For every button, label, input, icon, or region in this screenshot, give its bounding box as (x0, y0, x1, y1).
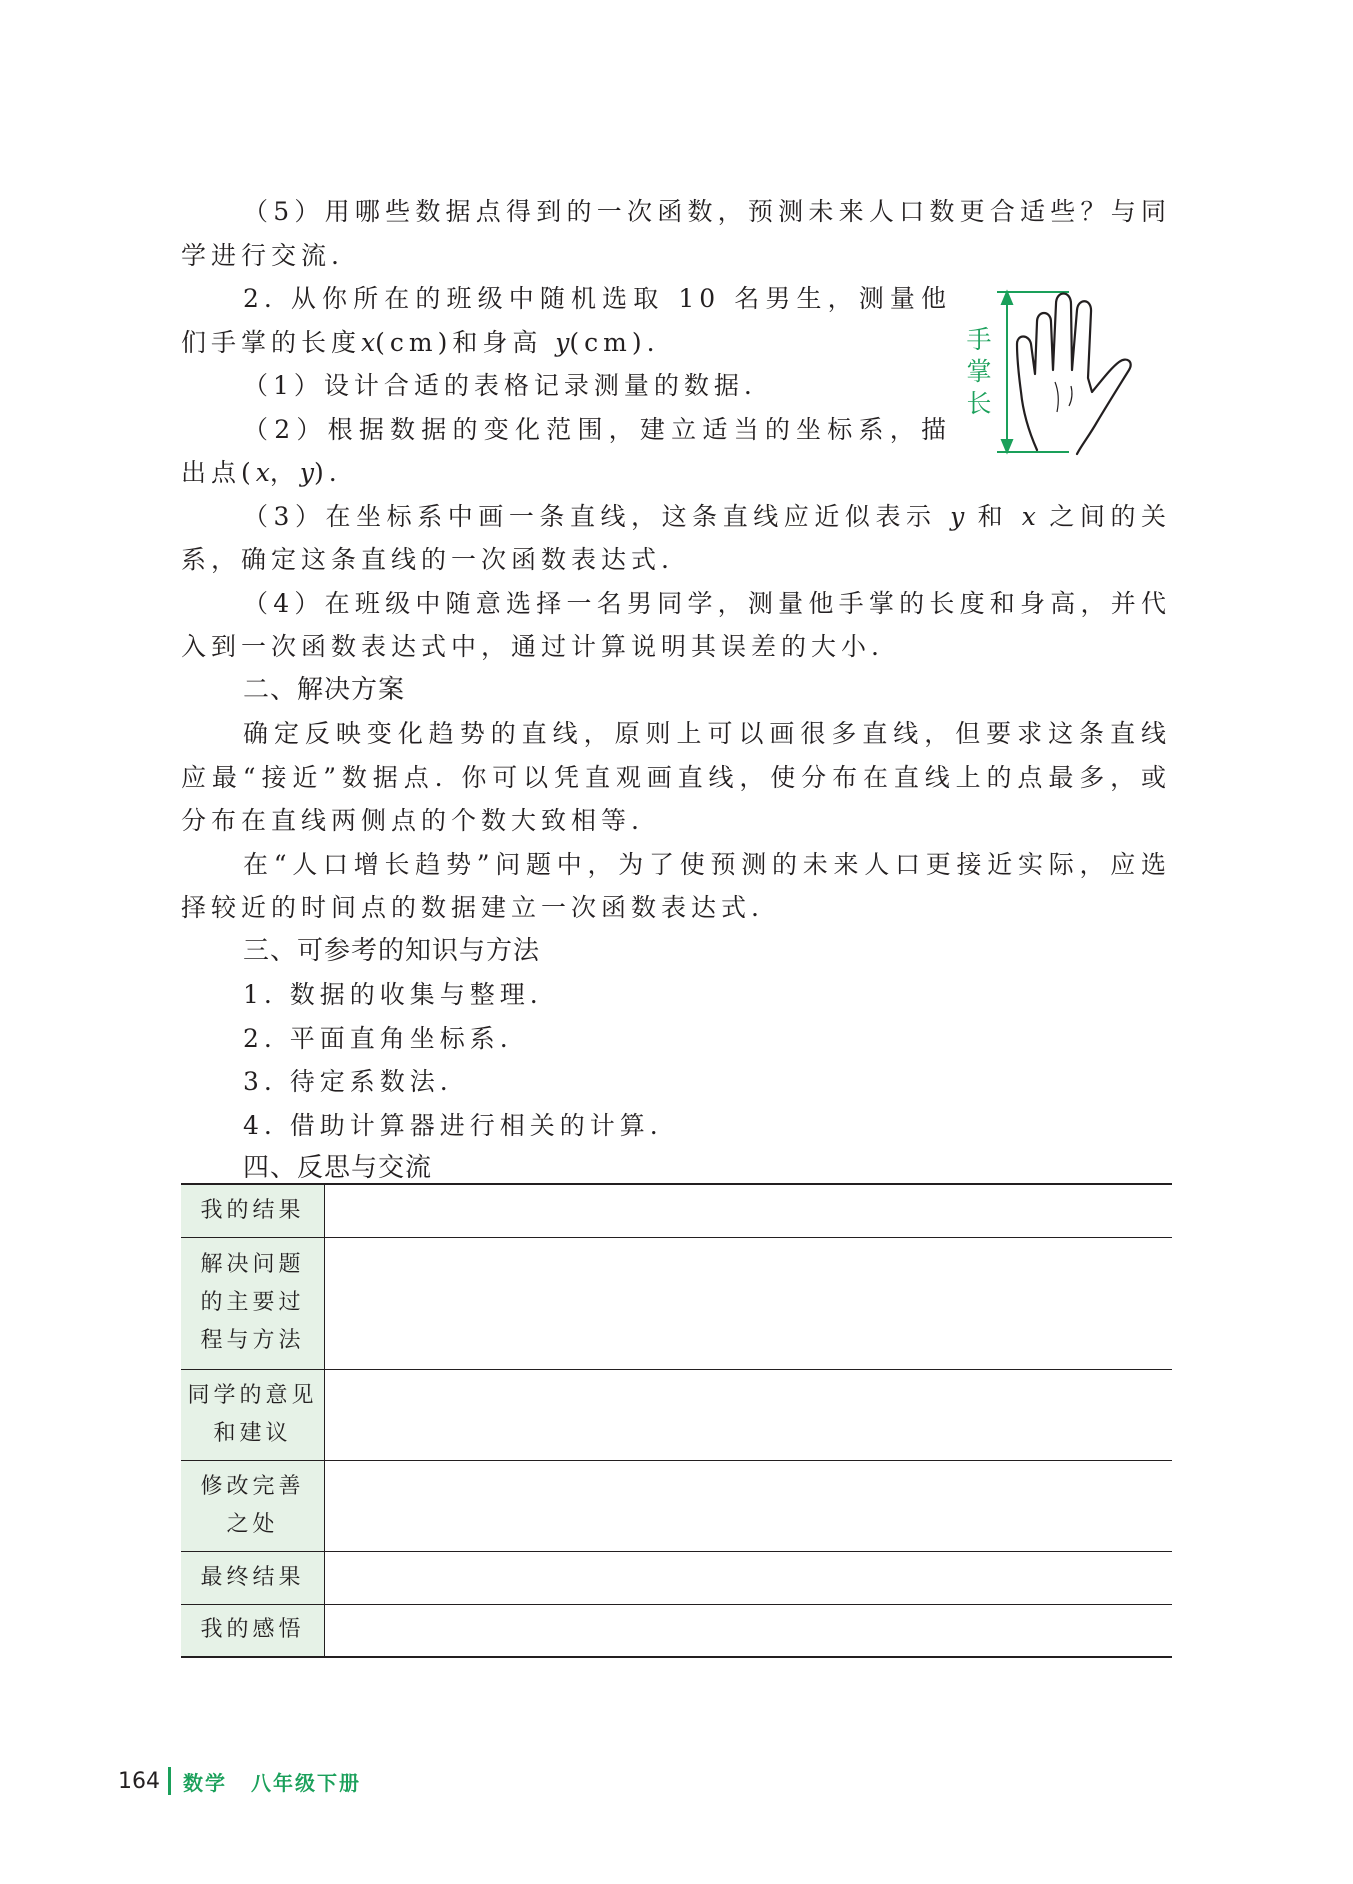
reflection-table (181, 1183, 1172, 1658)
knowledge-item: 2. 平面直角坐标系. (243, 1023, 513, 1053)
page-footer (118, 1764, 361, 1798)
answer-cell[interactable] (325, 1184, 1173, 1237)
knowledge-item: 1. 数据的收集与整理. (243, 980, 543, 1009)
page-number: 164 (118, 1768, 160, 1794)
table-row (181, 1460, 1172, 1551)
section-heading-knowledge: 三、可参考的知识与方法 (243, 935, 541, 966)
question-2-part-1: （1）设计合适的表格记录测量的数据. (243, 371, 757, 400)
var-y: y (950, 501, 965, 531)
hand-length-label: 手 掌 长 (966, 325, 992, 418)
question-2-part-3-text-c: 之间的关系，确定这条直线的一次函数表达式. (181, 501, 1171, 574)
section-heading-reflection: 四、反思与交流 (243, 1153, 433, 1183)
var-x: x (1021, 501, 1036, 531)
var-x: x (361, 327, 376, 357)
solution-paragraph-1: 确定反映变化趋势的直线，原则上可以画很多直线，但要求这条直线应最“接近”数据点. 你可以凭直观画直线，使分布在直线上的点最多，或分布在直线两侧点的个数大致相等. (181, 719, 1171, 835)
row-label-final-result: 最终结果 (181, 1551, 325, 1604)
table-row (181, 1184, 1172, 1237)
footer-subject: 数学 (183, 1770, 227, 1795)
question-2 (181, 277, 951, 364)
question-2-part-3-text-a: （3）在坐标系中画一条直线，这条直线应近似表示 (243, 501, 951, 531)
question-2-text-b: (cm)和身高 (375, 327, 556, 357)
answer-cell[interactable] (325, 1551, 1173, 1604)
solution-paragraph-2: 在“人口增长趋势”问题中，为了使预测的未来人口更接近实际，应选择较近的时间点的数据建立一次函数表达式. (181, 849, 1171, 922)
table-row (181, 1237, 1172, 1369)
question-2-text-a: 2. 从你所在的班级中随机选取 10 名男生，测量他们手掌的长度 (181, 284, 951, 357)
hand-outline (1017, 294, 1131, 455)
row-label-improvements: 修改完善 之处 (181, 1460, 325, 1551)
question-2-part-2-text-a: （2）根据数据的变化范围，建立适当的坐标系，描出点( (181, 414, 951, 487)
question-2-text-c: (cm). (569, 327, 660, 357)
question-2-part-2 (181, 408, 951, 495)
footer-divider (168, 1767, 171, 1795)
var-y: y (299, 458, 315, 487)
question-1-part-5: （5）用哪些数据点得到的一次函数，预测未来人口数更合适些？与同学进行交流. (181, 197, 1171, 270)
question-2-part-3-text-b: 和 (964, 501, 1022, 531)
table-row (181, 1604, 1172, 1657)
knowledge-item: 3. 待定系数法. (243, 1067, 453, 1096)
section-heading-solution: 二、解决方案 (243, 674, 406, 705)
answer-cell[interactable] (325, 1237, 1173, 1369)
knowledge-item: 4. 借助计算器进行相关的计算. (243, 1110, 663, 1140)
var-x: x (255, 458, 270, 487)
row-label-peer-feedback: 同学的意见 和建议 (181, 1369, 325, 1460)
answer-cell[interactable] (325, 1460, 1173, 1551)
table-row (181, 1551, 1172, 1604)
question-2-part-2-text-c: ). (314, 458, 342, 487)
table-row (181, 1369, 1172, 1460)
answer-cell[interactable] (325, 1369, 1173, 1460)
question-2-part-3 (181, 495, 1171, 582)
var-y: y (555, 327, 570, 357)
row-label-process: 解决问题 的主要过 程与方法 (181, 1237, 325, 1369)
footer-book: 八年级下册 (251, 1770, 361, 1795)
separator: ， (269, 458, 300, 487)
answer-cell[interactable] (325, 1604, 1173, 1657)
row-label-my-result: 我的结果 (181, 1184, 325, 1237)
question-2-part-4: （4）在班级中随意选择一名男同学，测量他手掌的长度和身高，并代入到一次函数表达式中，通过计算说明其误差的大小. (181, 588, 1171, 661)
row-label-reflection: 我的感悟 (181, 1604, 325, 1657)
